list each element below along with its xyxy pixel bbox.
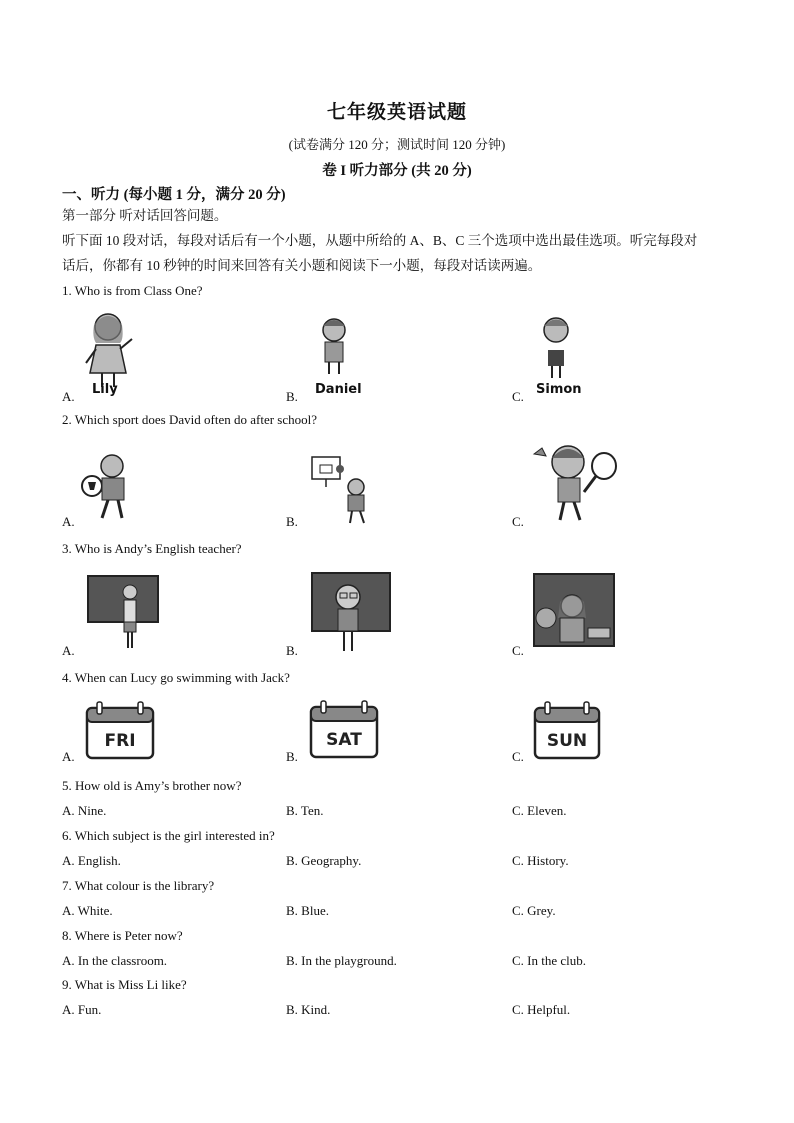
calendar-day-sat: SAT — [326, 730, 362, 750]
q8-option-c: C. In the club. — [512, 953, 587, 968]
teacher-at-blackboard-illustration — [86, 574, 160, 652]
q7-option-c: C. Grey. — [512, 903, 556, 918]
q9-option-c: C. Helpful. — [512, 1002, 571, 1017]
q5-option-b: B. Ten. — [286, 803, 324, 818]
question-6: 6. Which subject is the girl interested in? — [62, 828, 275, 843]
question-4: 4. When can Lucy go swimming with Jack? — [62, 670, 290, 685]
question-7: 7. What colour is the library? — [62, 878, 215, 893]
question-2: 2. Which sport does David often do after school? — [62, 412, 317, 427]
q8-option-a: A. In the classroom. — [62, 953, 168, 968]
teacher-at-blackboard-illustration — [310, 571, 392, 653]
question-8: 8. Where is Peter now? — [62, 928, 183, 943]
q5-option-c: C. Eleven. — [512, 803, 567, 818]
question-5: 5. How old is Amy’s brother now? — [62, 778, 242, 793]
page-title: 七年级英语试题 — [326, 102, 467, 123]
q1-option-c-letter: C. — [512, 389, 524, 404]
boy-illustration — [536, 312, 576, 380]
calendar-icon — [84, 700, 156, 762]
calendar-icon — [308, 699, 380, 761]
q7-option-a: A. White. — [62, 903, 113, 918]
q3-option-c-letter: C. — [512, 643, 524, 658]
question-1: 1. Who is from Class One? — [62, 283, 203, 298]
part-heading: 一、听力 (每小题 1 分，满分 20 分) — [62, 187, 286, 203]
calendar-day-sun: SUN — [546, 731, 588, 751]
tennis-player-illustration — [530, 436, 622, 528]
calendar-day-fri: FRI — [104, 731, 136, 751]
q5-option-a: A. Nine. — [62, 803, 107, 818]
q6-option-a: A. English. — [62, 853, 121, 868]
q2-option-a-letter: A. — [62, 514, 75, 529]
q4-option-a-letter: A. — [62, 749, 75, 764]
q4-option-b-letter: B. — [286, 749, 298, 764]
q1-option-a-letter: A. — [62, 389, 75, 404]
question-3: 3. Who is Andy’s English teacher? — [62, 541, 242, 556]
q9-option-a: A. Fun. — [62, 1002, 102, 1017]
calendar-icon — [532, 700, 602, 762]
question-9: 9. What is Miss Li like? — [62, 977, 187, 992]
football-player-illustration — [80, 450, 136, 526]
q9-option-b: B. Kind. — [286, 1002, 331, 1017]
q7-option-b: B. Blue. — [286, 903, 329, 918]
q3-option-b-letter: B. — [286, 643, 298, 658]
teacher-at-desk-illustration — [532, 572, 616, 650]
q1-option-b-letter: B. — [286, 389, 298, 404]
q3-option-a-letter: A. — [62, 643, 75, 658]
picture-label-simon: Simon — [536, 382, 582, 397]
q8-option-b: B. In the playground. — [286, 953, 397, 968]
q2-option-b-letter: B. — [286, 514, 298, 529]
boy-illustration — [314, 314, 354, 376]
section-title: 卷 I 听力部分 (共 20 分) — [322, 163, 472, 179]
q2-option-c-letter: C. — [512, 514, 524, 529]
picture-label-daniel: Daniel — [315, 382, 362, 397]
instructions-line-1: 听下面 10 段对话，每段对话后有一个小题，从题中所给的 A、B、C 三个选项中选出最佳选项。听完每段对 — [62, 233, 698, 248]
part-intro: 第一部分 听对话回答问题。 — [62, 208, 228, 223]
basketball-player-illustration — [310, 455, 372, 527]
q4-option-c-letter: C. — [512, 749, 524, 764]
q6-option-c: C. History. — [512, 853, 569, 868]
picture-label-lily: Lily — [92, 382, 118, 397]
q6-option-b: B. Geography. — [286, 853, 362, 868]
instructions-line-2: 话后，你都有 10 秒钟的时间来回答有关小题和阅读下一小题，每段对话读两遍。 — [62, 258, 542, 273]
exam-subtitle: (试卷满分 120 分；测试时间 120 分钟) — [288, 137, 506, 152]
